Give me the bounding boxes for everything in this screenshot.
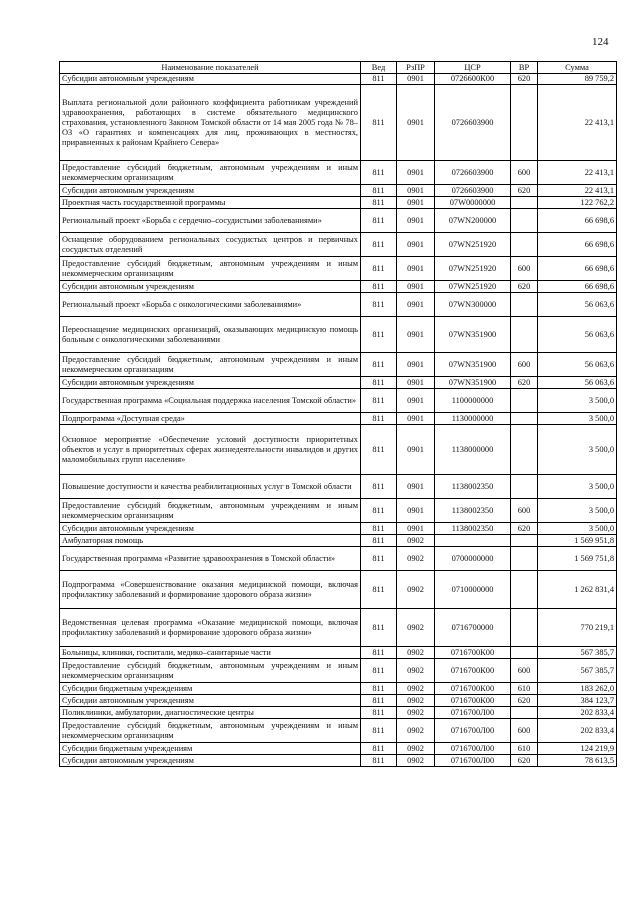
cell-sum: 1 569 951,8 xyxy=(538,535,617,547)
cell-ved: 811 xyxy=(361,647,397,659)
header-rzpr: РзПР xyxy=(397,62,435,74)
cell-rzpr: 0902 xyxy=(397,571,435,609)
cell-csr: 0726603900 xyxy=(435,85,511,161)
cell-rzpr: 0901 xyxy=(397,317,435,353)
cell-csr: 1130000000 xyxy=(435,413,511,425)
cell-csr: 07WN251920 xyxy=(435,281,511,293)
cell-csr: 1138000000 xyxy=(435,425,511,475)
cell-sum: 202 833,4 xyxy=(538,719,617,743)
table-row xyxy=(60,743,617,755)
cell-sum: 56 063,6 xyxy=(538,377,617,389)
cell-rzpr: 0902 xyxy=(397,743,435,755)
table-row xyxy=(60,523,617,535)
cell-sum: 1 569 751,8 xyxy=(538,547,617,571)
cell-name: Больницы, клиники, госпитали, медико–санитарные части xyxy=(60,647,361,659)
cell-vr: 600 xyxy=(511,257,538,281)
cell-rzpr: 0902 xyxy=(397,647,435,659)
table-body xyxy=(60,74,617,767)
table-row xyxy=(60,413,617,425)
cell-sum: 122 762,2 xyxy=(538,197,617,209)
cell-csr: 07WN300000 xyxy=(435,293,511,317)
cell-name: Подпрограмма «Доступная среда» xyxy=(60,413,361,425)
cell-rzpr: 0901 xyxy=(397,281,435,293)
cell-vr: 600 xyxy=(511,353,538,377)
cell-sum: 567 385,7 xyxy=(538,647,617,659)
cell-vr xyxy=(511,317,538,353)
cell-vr: 620 xyxy=(511,377,538,389)
cell-ved: 811 xyxy=(361,755,397,767)
cell-sum: 56 063,6 xyxy=(538,293,617,317)
cell-sum: 22 413,1 xyxy=(538,161,617,185)
cell-rzpr: 0901 xyxy=(397,499,435,523)
budget-table xyxy=(59,61,617,767)
cell-rzpr: 0901 xyxy=(397,377,435,389)
cell-ved: 811 xyxy=(361,571,397,609)
cell-rzpr: 0901 xyxy=(397,185,435,197)
cell-csr: 07W0000000 xyxy=(435,197,511,209)
cell-rzpr: 0901 xyxy=(397,197,435,209)
cell-name: Предоставление субсидий бюджетным, автономным учреждениям и иным некоммерческим организациям xyxy=(60,161,361,185)
cell-vr: 620 xyxy=(511,755,538,767)
table-row xyxy=(60,257,617,281)
cell-vr: 610 xyxy=(511,683,538,695)
cell-csr: 1138002350 xyxy=(435,499,511,523)
cell-csr: 0716700Л00 xyxy=(435,719,511,743)
table-header xyxy=(60,62,617,74)
cell-sum: 22 413,1 xyxy=(538,85,617,161)
cell-rzpr: 0901 xyxy=(397,85,435,161)
cell-rzpr: 0902 xyxy=(397,547,435,571)
table-row xyxy=(60,571,617,609)
table-row xyxy=(60,499,617,523)
cell-vr xyxy=(511,413,538,425)
cell-vr: 620 xyxy=(511,74,538,85)
cell-rzpr: 0901 xyxy=(397,257,435,281)
table-row xyxy=(60,683,617,695)
header-name: Наименование показателей xyxy=(60,62,361,74)
cell-csr: 0716700Л00 xyxy=(435,743,511,755)
cell-sum: 56 063,6 xyxy=(538,317,617,353)
table-row xyxy=(60,233,617,257)
cell-sum: 66 698,6 xyxy=(538,281,617,293)
cell-vr xyxy=(511,425,538,475)
cell-name: Повышение доступности и качества реабилитационных услуг в Томской области xyxy=(60,475,361,499)
cell-csr: 0716700К00 xyxy=(435,683,511,695)
table-row xyxy=(60,547,617,571)
cell-vr: 620 xyxy=(511,523,538,535)
table-row xyxy=(60,281,617,293)
table-row xyxy=(60,377,617,389)
cell-sum: 770 219,1 xyxy=(538,609,617,647)
cell-rzpr: 0902 xyxy=(397,695,435,707)
cell-csr: 0716700К00 xyxy=(435,659,511,683)
cell-csr: 0716700Л00 xyxy=(435,755,511,767)
cell-rzpr: 0901 xyxy=(397,413,435,425)
cell-rzpr: 0901 xyxy=(397,523,435,535)
cell-vr: 600 xyxy=(511,659,538,683)
cell-name: Ведомственная целевая программа «Оказание медицинской помощи, включая профилактику заболеваний и формирование здорового образа жизни» xyxy=(60,609,361,647)
cell-name: Проектная часть государственной программы xyxy=(60,197,361,209)
cell-name: Предоставление субсидий бюджетным, автономным учреждениям и иным некоммерческим организациям xyxy=(60,499,361,523)
cell-sum: 3 500,0 xyxy=(538,389,617,413)
cell-sum: 3 500,0 xyxy=(538,499,617,523)
cell-name: Государственная программа «Социальная поддержка населения Томской области» xyxy=(60,389,361,413)
cell-name: Субсидии автономным учреждениям xyxy=(60,185,361,197)
table-row xyxy=(60,161,617,185)
cell-csr: 0700000000 xyxy=(435,547,511,571)
cell-csr: 0716700К00 xyxy=(435,647,511,659)
cell-ved: 811 xyxy=(361,719,397,743)
cell-vr xyxy=(511,389,538,413)
cell-name: Субсидии автономным учреждениям xyxy=(60,377,361,389)
cell-name: Субсидии бюджетным учреждениям xyxy=(60,683,361,695)
cell-vr xyxy=(511,535,538,547)
table-row xyxy=(60,475,617,499)
cell-ved: 811 xyxy=(361,413,397,425)
cell-name: Предоставление субсидий бюджетным, автономным учреждениям и иным некоммерческим организациям xyxy=(60,719,361,743)
cell-sum: 78 613,5 xyxy=(538,755,617,767)
table-row xyxy=(60,185,617,197)
cell-rzpr: 0901 xyxy=(397,293,435,317)
cell-csr: 0726603900 xyxy=(435,161,511,185)
cell-ved: 811 xyxy=(361,317,397,353)
cell-rzpr: 0902 xyxy=(397,535,435,547)
cell-csr: 0726603900 xyxy=(435,185,511,197)
cell-csr: 0726600К00 xyxy=(435,74,511,85)
cell-ved: 811 xyxy=(361,523,397,535)
cell-sum: 89 759,2 xyxy=(538,74,617,85)
cell-rzpr: 0902 xyxy=(397,609,435,647)
table-row xyxy=(60,389,617,413)
cell-vr xyxy=(511,197,538,209)
cell-name: Переоснащение медицинских организаций, оказывающих медицинскую помощь больным с онкологическими заболеваниями xyxy=(60,317,361,353)
cell-sum: 124 219,9 xyxy=(538,743,617,755)
cell-name: Амбулаторная помощь xyxy=(60,535,361,547)
table-row xyxy=(60,695,617,707)
cell-csr: 1100000000 xyxy=(435,389,511,413)
cell-ved: 811 xyxy=(361,743,397,755)
cell-vr xyxy=(511,571,538,609)
cell-name: Субсидии автономным учреждениям xyxy=(60,74,361,85)
cell-csr: 0716700Л00 xyxy=(435,707,511,719)
cell-name: Предоставление субсидий бюджетным, автономным учреждениям и иным некоммерческим организациям xyxy=(60,257,361,281)
cell-name: Основное мероприятие «Обеспечение условий доступности приоритетных объектов и услуг в приоритетных сферах жизнедеятельности инвалидов и других маломобильных групп населения» xyxy=(60,425,361,475)
cell-name: Региональный проект «Борьба с сердечно–сосудистыми заболеваниями» xyxy=(60,209,361,233)
cell-ved: 811 xyxy=(361,209,397,233)
cell-vr xyxy=(511,647,538,659)
cell-ved: 811 xyxy=(361,659,397,683)
cell-sum: 66 698,6 xyxy=(538,257,617,281)
table-row xyxy=(60,719,617,743)
table-row xyxy=(60,535,617,547)
cell-vr xyxy=(511,707,538,719)
cell-csr: 0710000000 xyxy=(435,571,511,609)
cell-rzpr: 0901 xyxy=(397,209,435,233)
cell-vr xyxy=(511,85,538,161)
cell-vr: 610 xyxy=(511,743,538,755)
cell-rzpr: 0902 xyxy=(397,659,435,683)
cell-csr: 07WN200000 xyxy=(435,209,511,233)
cell-sum: 1 262 831,4 xyxy=(538,571,617,609)
cell-name: Государственная программа «Развитие здравоохранения в Томской области» xyxy=(60,547,361,571)
cell-vr xyxy=(511,547,538,571)
cell-vr: 620 xyxy=(511,185,538,197)
cell-sum: 202 833,4 xyxy=(538,707,617,719)
cell-vr: 600 xyxy=(511,719,538,743)
table-row xyxy=(60,293,617,317)
table-row xyxy=(60,755,617,767)
cell-vr: 600 xyxy=(511,161,538,185)
cell-rzpr: 0902 xyxy=(397,707,435,719)
cell-ved: 811 xyxy=(361,377,397,389)
cell-rzpr: 0901 xyxy=(397,353,435,377)
cell-ved: 811 xyxy=(361,609,397,647)
cell-ved: 811 xyxy=(361,547,397,571)
cell-name: Поликлиники, амбулатории, диагностические центры xyxy=(60,707,361,719)
cell-csr: 1138002350 xyxy=(435,523,511,535)
page-number: 124 xyxy=(592,36,609,48)
table-row xyxy=(60,609,617,647)
cell-csr: 0716700К00 xyxy=(435,695,511,707)
cell-sum: 3 500,0 xyxy=(538,413,617,425)
cell-sum: 3 500,0 xyxy=(538,475,617,499)
cell-ved: 811 xyxy=(361,74,397,85)
cell-rzpr: 0901 xyxy=(397,161,435,185)
cell-rzpr: 0901 xyxy=(397,74,435,85)
cell-sum: 3 500,0 xyxy=(538,425,617,475)
cell-ved: 811 xyxy=(361,695,397,707)
header-vr: ВР xyxy=(511,62,538,74)
cell-rzpr: 0901 xyxy=(397,425,435,475)
cell-vr xyxy=(511,293,538,317)
cell-vr xyxy=(511,475,538,499)
cell-vr xyxy=(511,233,538,257)
cell-name: Субсидии автономным учреждениям xyxy=(60,755,361,767)
cell-name: Предоставление субсидий бюджетным, автономным учреждениям и иным некоммерческим организациям xyxy=(60,659,361,683)
cell-ved: 811 xyxy=(361,233,397,257)
cell-name: Субсидии автономным учреждениям xyxy=(60,281,361,293)
cell-ved: 811 xyxy=(361,257,397,281)
cell-csr: 07WN351900 xyxy=(435,353,511,377)
cell-csr: 1138002350 xyxy=(435,475,511,499)
table-row xyxy=(60,197,617,209)
table-row xyxy=(60,209,617,233)
cell-csr: 07WN251920 xyxy=(435,257,511,281)
cell-name: Субсидии автономным учреждениям xyxy=(60,523,361,535)
table-row xyxy=(60,707,617,719)
cell-rzpr: 0901 xyxy=(397,233,435,257)
cell-name: Выплата региональной доли районного коэффициента работникам учреждений здравоохранения, работающих в системе обязательного медицинского страхования, установленного Законом Томской области от 14 мая 2005 года № 78–ОЗ «О гарантиях и компенсациях для лиц, проживающих в местностях, приравненных к районам Крайнего Севера» xyxy=(60,85,361,161)
cell-ved: 811 xyxy=(361,353,397,377)
cell-ved: 811 xyxy=(361,185,397,197)
cell-vr xyxy=(511,609,538,647)
cell-ved: 811 xyxy=(361,707,397,719)
table-row xyxy=(60,74,617,85)
cell-name: Субсидии бюджетным учреждениям xyxy=(60,743,361,755)
cell-sum: 3 500,0 xyxy=(538,523,617,535)
cell-csr: 07WN351900 xyxy=(435,377,511,389)
cell-ved: 811 xyxy=(361,281,397,293)
cell-ved: 811 xyxy=(361,389,397,413)
cell-ved: 811 xyxy=(361,293,397,317)
cell-sum: 56 063,6 xyxy=(538,353,617,377)
cell-ved: 811 xyxy=(361,535,397,547)
cell-ved: 811 xyxy=(361,499,397,523)
cell-csr xyxy=(435,535,511,547)
cell-ved: 811 xyxy=(361,197,397,209)
cell-name: Региональный проект «Борьба с онкологическими заболеваниями» xyxy=(60,293,361,317)
cell-rzpr: 0902 xyxy=(397,755,435,767)
cell-name: Предоставление субсидий бюджетным, автономным учреждениям и иным некоммерческим организациям xyxy=(60,353,361,377)
cell-vr: 600 xyxy=(511,499,538,523)
header-ved: Вед xyxy=(361,62,397,74)
cell-csr: 07WN351900 xyxy=(435,317,511,353)
cell-vr: 620 xyxy=(511,281,538,293)
cell-name: Оснащение оборудованием региональных сосудистых центров и первичных сосудистых отделений xyxy=(60,233,361,257)
cell-rzpr: 0901 xyxy=(397,475,435,499)
cell-ved: 811 xyxy=(361,161,397,185)
cell-rzpr: 0902 xyxy=(397,683,435,695)
cell-name: Субсидии автономным учреждениям xyxy=(60,695,361,707)
table-row xyxy=(60,659,617,683)
cell-name: Подпрограмма «Совершенствование оказания медицинской помощи, включая профилактику заболеваний и формирование здорового образа жизни» xyxy=(60,571,361,609)
cell-ved: 811 xyxy=(361,85,397,161)
cell-sum: 567 385,7 xyxy=(538,659,617,683)
table-row xyxy=(60,317,617,353)
cell-sum: 183 262,0 xyxy=(538,683,617,695)
cell-ved: 811 xyxy=(361,475,397,499)
cell-vr xyxy=(511,209,538,233)
table-row xyxy=(60,647,617,659)
cell-rzpr: 0901 xyxy=(397,389,435,413)
cell-sum: 384 123,7 xyxy=(538,695,617,707)
header-csr: ЦСР xyxy=(435,62,511,74)
table-row xyxy=(60,353,617,377)
cell-csr: 0716700000 xyxy=(435,609,511,647)
cell-sum: 66 698,6 xyxy=(538,209,617,233)
header-sum: Сумма xyxy=(538,62,617,74)
table-row xyxy=(60,85,617,161)
cell-sum: 66 698,6 xyxy=(538,233,617,257)
cell-sum: 22 413,1 xyxy=(538,185,617,197)
cell-ved: 811 xyxy=(361,683,397,695)
cell-rzpr: 0902 xyxy=(397,719,435,743)
cell-vr: 620 xyxy=(511,695,538,707)
table-row xyxy=(60,425,617,475)
cell-csr: 07WN251920 xyxy=(435,233,511,257)
cell-ved: 811 xyxy=(361,425,397,475)
